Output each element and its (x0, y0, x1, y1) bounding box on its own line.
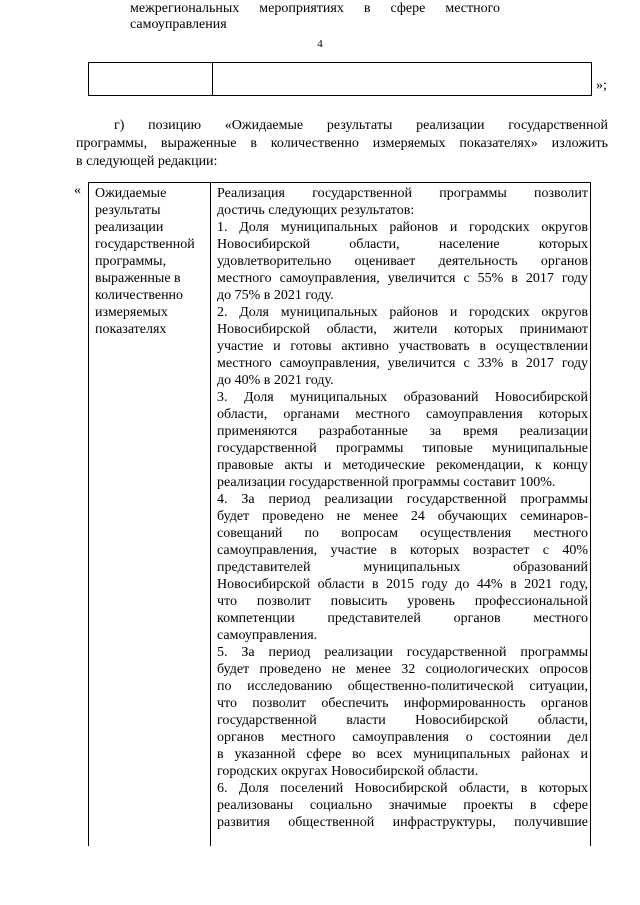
right-cell-line: правовые акты и методические рекомендации, к концу (217, 458, 588, 473)
opening-quote: « (74, 183, 81, 198)
table-left-cell (95, 185, 213, 338)
right-cell-line: представителей муниципальных образований (217, 560, 588, 575)
top-cell-line: межрегиональных мероприятиях в сфере местного (130, 1, 500, 16)
top-table-fragment (88, 62, 592, 96)
left-cell-line: Ожидаемые (95, 186, 167, 201)
right-cell-line: совещаний по вопросам осуществления местного (217, 526, 588, 541)
right-cell-line: Новосибирской области, население которых (217, 237, 588, 252)
right-cell-line: самоуправления, участие в которых возрастет с 40% (217, 543, 588, 558)
top-cell-line: самоуправления (130, 17, 227, 32)
paragraph-line: в следующей редакции: (76, 154, 218, 169)
right-cell-line: местного самоуправления, увеличится с 55% в 2017 году (217, 271, 588, 286)
right-cell-line: участие и готовы активно участвовать в осуществлении (217, 339, 588, 354)
right-cell-line: развития общественной инфраструктуры, получившие (217, 815, 588, 830)
left-cell-line: выраженные в (95, 271, 181, 286)
top-cell-text (130, 1, 500, 33)
right-cell-line: 3. Доля муниципальных образований Новосибирской (217, 390, 588, 405)
right-cell-line: по исследованию общественно-политической ситуации, (217, 679, 588, 694)
right-cell-line: 6. Доля поселений Новосибирской области, в которых (217, 781, 588, 796)
right-cell-line: применяются разработанные за время реализации (217, 424, 588, 439)
right-cell-line: до 75% в 2021 году. (217, 288, 334, 303)
right-cell-line: городских округах Новосибирской области. (217, 764, 479, 779)
right-cell-line: удовлетворительно оценивает деятельность органов (217, 254, 588, 269)
paragraph-line: г) позицию «Ожидаемые результаты реализации государственной (114, 118, 608, 133)
right-cell-line: что позволит обеспечить информированность органов (217, 696, 588, 711)
left-cell-line: реализации (95, 220, 164, 235)
right-cell-line: самоуправления. (217, 628, 318, 643)
right-cell-line: Реализация государственной программы позволит (217, 186, 588, 201)
page-number: 4 (317, 38, 323, 50)
right-cell-line: 5. За период реализации государственной программы (217, 645, 588, 660)
left-cell-line: государственной (95, 237, 195, 252)
right-cell-line: будет проведено не менее 24 обучающих семинаров- (217, 509, 588, 524)
right-cell-line: достичь следующих результатов: (217, 203, 415, 218)
right-cell-line: 2. Доля муниципальных районов и городских округов (217, 305, 588, 320)
right-cell-line: области, органами местного самоуправления которых (217, 407, 588, 422)
right-cell-line: местного самоуправления, увеличится с 33% в 2017 году (217, 356, 588, 371)
left-cell-line: программы, (95, 254, 167, 269)
right-cell-line: в указанной сфере во всех муниципальных районах и (217, 747, 588, 762)
left-cell-line: результаты (95, 203, 161, 218)
right-cell-line: 4. За период реализации государственной программы (217, 492, 588, 507)
right-cell-line: государственной программы типовые муниципальные (217, 441, 588, 456)
left-cell-line: количественно (95, 288, 184, 303)
right-cell-line: органов местного самоуправления о состоянии дел (217, 730, 588, 745)
amendment-paragraph (76, 117, 608, 171)
left-cell-line: измеряемых (95, 305, 168, 320)
right-cell-line: реализованы социально значимые проекты в сфере (217, 798, 588, 813)
right-cell-line: что позволит повысить уровень профессиональной (217, 594, 588, 609)
right-cell-line: Новосибирской области в 2015 году до 44% в 2021 году, (217, 577, 588, 592)
right-cell-line: Новосибирской области, жители которых принимают (217, 322, 588, 337)
closing-quote: »; (596, 78, 607, 93)
right-cell-line: до 40% в 2021 году. (217, 373, 334, 388)
right-cell-line: будет проведено не менее 32 социологических опросов (217, 662, 588, 677)
left-cell-line: показателях (95, 322, 167, 337)
right-cell-line: компетенции представителей органов местного (217, 611, 588, 626)
table-right-cell (217, 185, 588, 831)
right-cell-line: государственной власти Новосибирской области, (217, 713, 588, 728)
paragraph-line: программы, выраженные в количественно измеряемых показателях» изложить (76, 136, 608, 151)
right-cell-line: 1. Доля муниципальных районов и городских округов (217, 220, 588, 235)
right-cell-line: реализации государственной программы составит 100%. (217, 475, 556, 490)
